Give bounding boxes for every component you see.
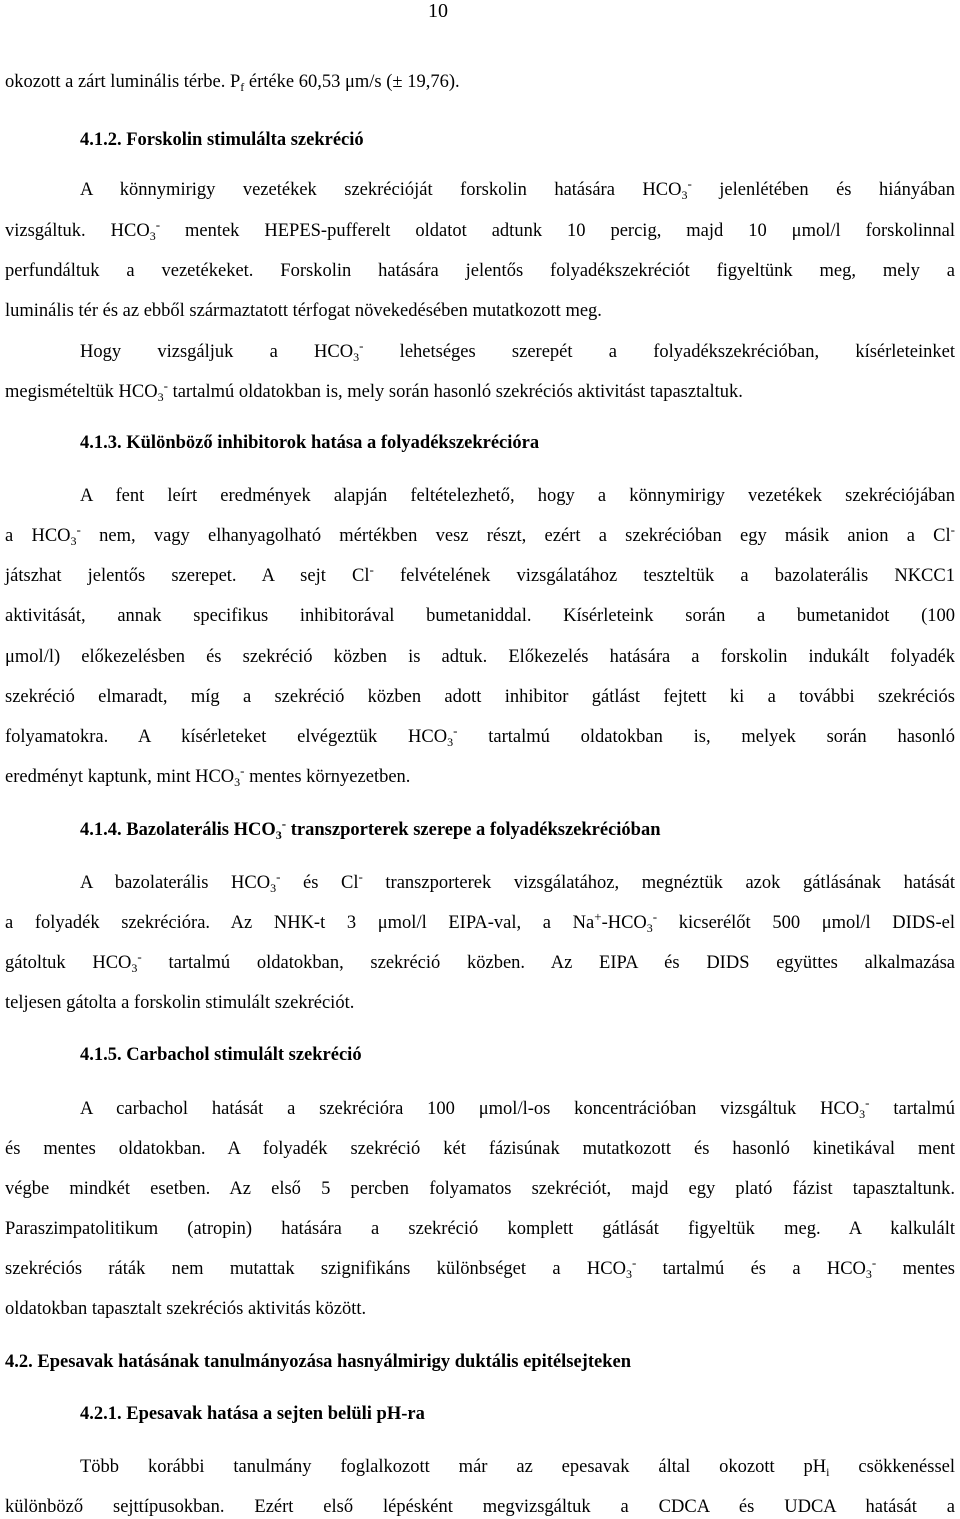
text-line: A könnymirigy vezetékek szekrécióját forskolin hatására $HCO_3^-$ jelenlétében és hiányában — [80, 176, 955, 202]
text-line: vizsgáltuk. $HCO_3^-$ mentek HEPES-pufferelt oldatot adtunk 10 percig, majd 10 μmol/l forskolinnal — [5, 217, 956, 243]
text-line: teljesen gátolta a forskolin stimulált szekréciót. — [5, 993, 355, 1013]
text-line: játszhat jelentős szerepet. A sejt Cl- felvételének vizsgálatához teszteltük a bazolaterális NKCC1 — [5, 562, 955, 586]
text-line: oldatokban tapasztalt szekréciós aktivitás között. — [5, 1299, 367, 1319]
text-line: Paraszimpatolitikum (atropin) hatására a szekréció komplett gátlását figyeltük meg. A kalkulált — [5, 1219, 955, 1239]
text-line: Hogy vizsgáljuk a $HCO_3^-$ lehetséges szerepét a folyadékszekrécióban, kísérleteinket — [80, 338, 955, 364]
text-line: A carbachol hatását a szekrécióra 100 μmol/l-os koncentrációban vizsgáltuk $HCO_3^-$ tartalmú — [80, 1095, 955, 1121]
section-heading-4-1-4: 4.1.4. Bazolaterális $HCO_3^-$ transzporterek szerepe a folyadékszekrécióban — [80, 816, 661, 842]
text-line: szekréciós ráták nem mutattak szignifikáns különbséget a $HCO_3^-$ tartalmú és a $HCO_3^-$ mentes — [5, 1255, 955, 1281]
page-number: 10 — [428, 0, 448, 22]
text-line: szekréció elmaradt, míg a szekréció közben adott inhibitor gátlást fejtett ki a további szekréciós — [5, 687, 955, 707]
text-line: aktivitását, annak specifikus inhibitorával bumetaniddal. Kísérleteink során a bumetanidot (100 — [5, 606, 955, 626]
text-line: különböző sejttípusokban. Ezért első lépésként megvizsgáltuk a CDCA és UDCA hatását a — [5, 1497, 955, 1517]
text-line: a $HCO_3^-$ nem, vagy elhanyagolható mértékben vesz részt, ezért a szekrécióban egy másik anion a Cl- — [5, 522, 955, 548]
text-line: a folyadék szekrécióra. Az NHK-t 3 μmol/l EIPA-val, a $Na^+-HCO_3^-$ kicserélőt 500 μmol/l DIDS-el — [5, 909, 955, 935]
text-line: perfundáltuk a vezetékeket. Forskolin hatására jelentős folyadékszekréciót figyeltünk meg, mely a — [5, 261, 955, 281]
text-line: A bazolaterális $HCO_3^-$ és Cl- transzporterek vizsgálatához, megnéztük azok gátlásának hatását — [80, 869, 956, 895]
section-heading-4-1-5: 4.1.5. Carbachol stimulált szekréció — [80, 1045, 362, 1065]
text-line: végbe mindkét esetben. Az első 5 percben folyamatos szekréciót, majd egy plató fázist tapasztaltunk. — [5, 1179, 955, 1199]
text-line: megismételtük $HCO_3^-$ tartalmú oldatokban is, mely során hasonló szekréciós aktivitást tapasztaltuk. — [5, 378, 743, 404]
text-line: luminális tér és az ebből származtatott térfogat növekedésében mutatkozott meg. — [5, 301, 602, 321]
text-line: Több korábbi tanulmány foglalkozott már az epesavak által okozott $pH_i$ csökkenéssel — [80, 1457, 955, 1479]
text-line: folyamatokra. A kísérleteket elvégeztük $HCO_3^-$ tartalmú oldatokban is, melyek során hasonló — [5, 723, 955, 749]
section-heading-4-1-3: 4.1.3. Különböző inhibitorok hatása a folyadékszekrécióra — [80, 433, 540, 453]
section-heading-4-1-2: 4.1.2. Forskolin stimulálta szekréció — [80, 130, 364, 150]
text-line: μmol/l) előkezelésben és szekréció közben is adtuk. Előkezelés hatására a forskolin indukált folyadék — [5, 647, 955, 667]
section-heading-4-2-1: 4.2.1. Epesavak hatása a sejten belüli pH-ra — [80, 1404, 425, 1424]
text-line: eredményt kaptunk, mint $HCO_3^-$ mentes környezetben. — [5, 763, 411, 789]
section-heading-4-2: 4.2. Epesavak hatásának tanulmányozása hasnyálmirigy duktális epitélsejteken — [5, 1352, 632, 1372]
text-line: okozott a zárt luminális térbe. $P_f$ értéke 60,53 μm/s (± 19,76). — [5, 72, 460, 94]
text-line: A fent leírt eredmények alapján feltételezhető, hogy a könnymirigy vezetékek szekréciójában — [80, 486, 955, 506]
text-line: gátoltuk $HCO_3^-$ tartalmú oldatokban, szekréció közben. Az EIPA és DIDS együttes alkalmazása — [5, 949, 955, 975]
text-line: és mentes oldatokban. A folyadék szekréció két fázisúnak mutatkozott és hasonló kinetikával ment — [5, 1139, 955, 1159]
